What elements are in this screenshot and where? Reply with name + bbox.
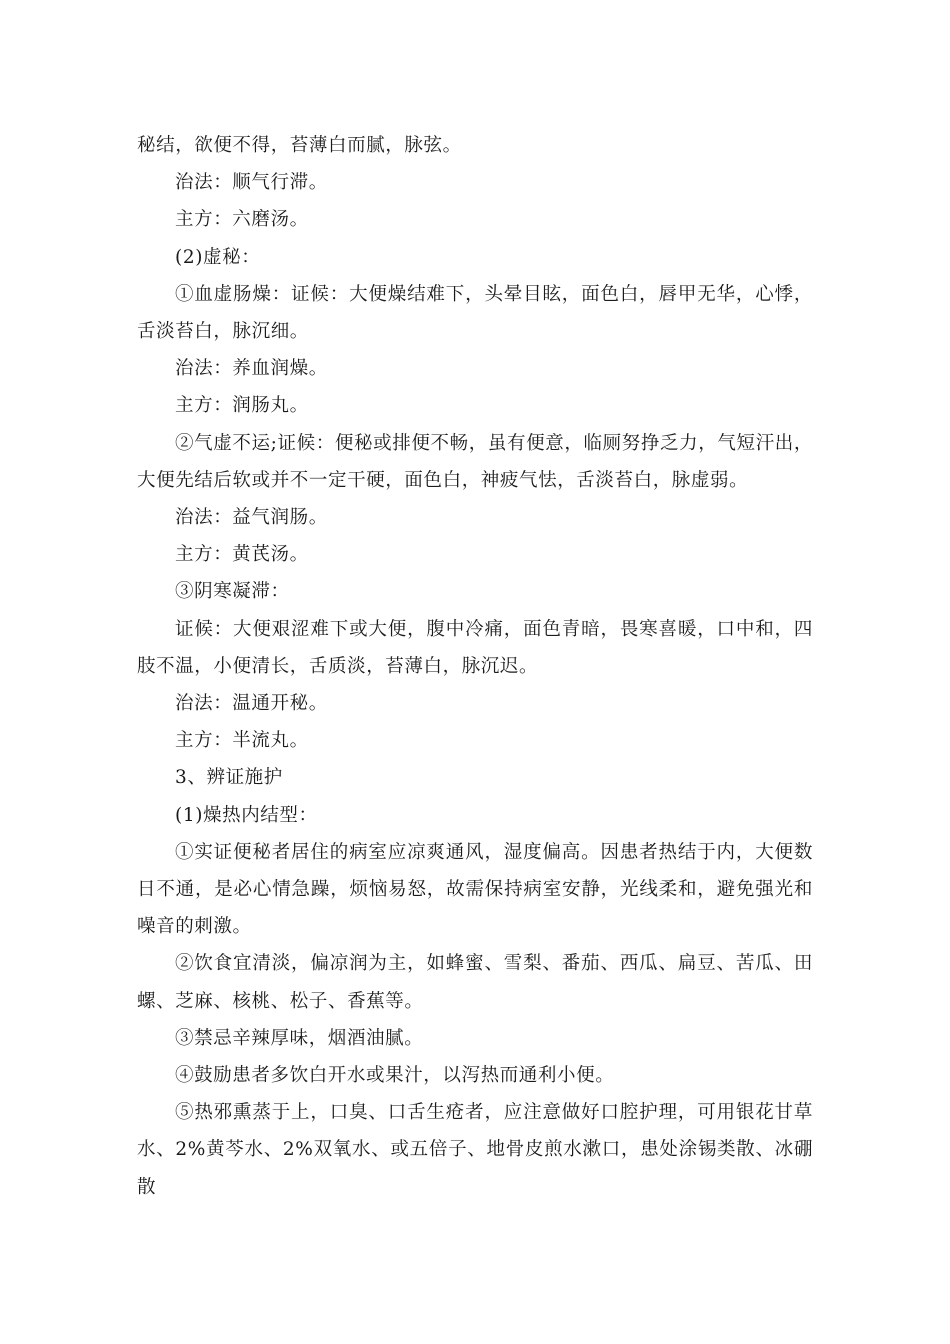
section-heading: 3、辨证施护 [175,767,283,789]
paragraph-formula: 主方：润肠丸。 [175,395,309,417]
paragraph-syndrome-title: ③阴寒凝滞： [175,581,290,603]
paragraph-treatment: 治法：养血润燥。 [175,358,328,380]
paragraph-syndrome: ②气虚不运;证候：便秘或排便不畅，虽有便意，临厕努挣乏力，气短汗出，大便先结后软或并不一定干硬，面色白，神疲气怯，舌淡苔白，脉虚弱。 [137,432,813,491]
document-body [137,127,813,1206]
paragraph-treatment: 治法：温通开秘。 [175,693,328,715]
paragraph-formula: 主方：黄芪汤。 [175,544,309,566]
paragraph-care-item: ②饮食宜清淡，偏凉润为主，如蜂蜜、雪梨、番茄、西瓜、扁豆、苦瓜、田螺、芝麻、核桃、松子、香蕉等。 [137,953,813,1012]
subsection-heading: (1)燥热内结型： [175,804,318,826]
paragraph-formula: 主方：六磨汤。 [175,209,309,231]
section-heading: (2)虚秘： [175,246,261,268]
paragraph-symptoms: 证候：大便艰涩难下或大便，腹中冷痛，面色青暗，畏寒喜暖，口中和，四肢不温，小便清长，舌质淡，苔薄白，脉沉迟。 [137,618,813,677]
paragraph-treatment: 治法：顺气行滞。 [175,172,328,194]
paragraph-care-item: ⑤热邪熏蒸于上，口臭、口舌生疮者，应注意做好口腔护理，可用银花甘草水、2%黄芩水、2%双氧水、或五倍子、地骨皮煎水漱口，患处涂锡类散、冰硼散 [137,1102,813,1198]
paragraph-treatment: 治法：益气润肠。 [175,507,328,529]
paragraph-care-item: ③禁忌辛辣厚味，烟酒油腻。 [175,1027,424,1049]
paragraph-care-item: ④鼓励患者多饮白开水或果汁，以泻热而通利小便。 [175,1065,615,1087]
paragraph-formula: 主方：半流丸。 [175,730,309,752]
paragraph-continuation: 秘结，欲便不得，苔薄白而腻，脉弦。 [137,135,462,156]
paragraph-care-item: ①实证便秘者居住的病室应凉爽通风，湿度偏高。因患者热结于内，大便数日不通，是必心情急躁，烦恼易怒，故需保持病室安静，光线柔和，避免强光和噪音的刺激。 [137,841,813,938]
paragraph-syndrome: ①血虚肠燥：证候：大便燥结难下，头晕目眩，面色白，唇甲无华，心悸，舌淡苔白，脉沉细。 [137,283,813,343]
